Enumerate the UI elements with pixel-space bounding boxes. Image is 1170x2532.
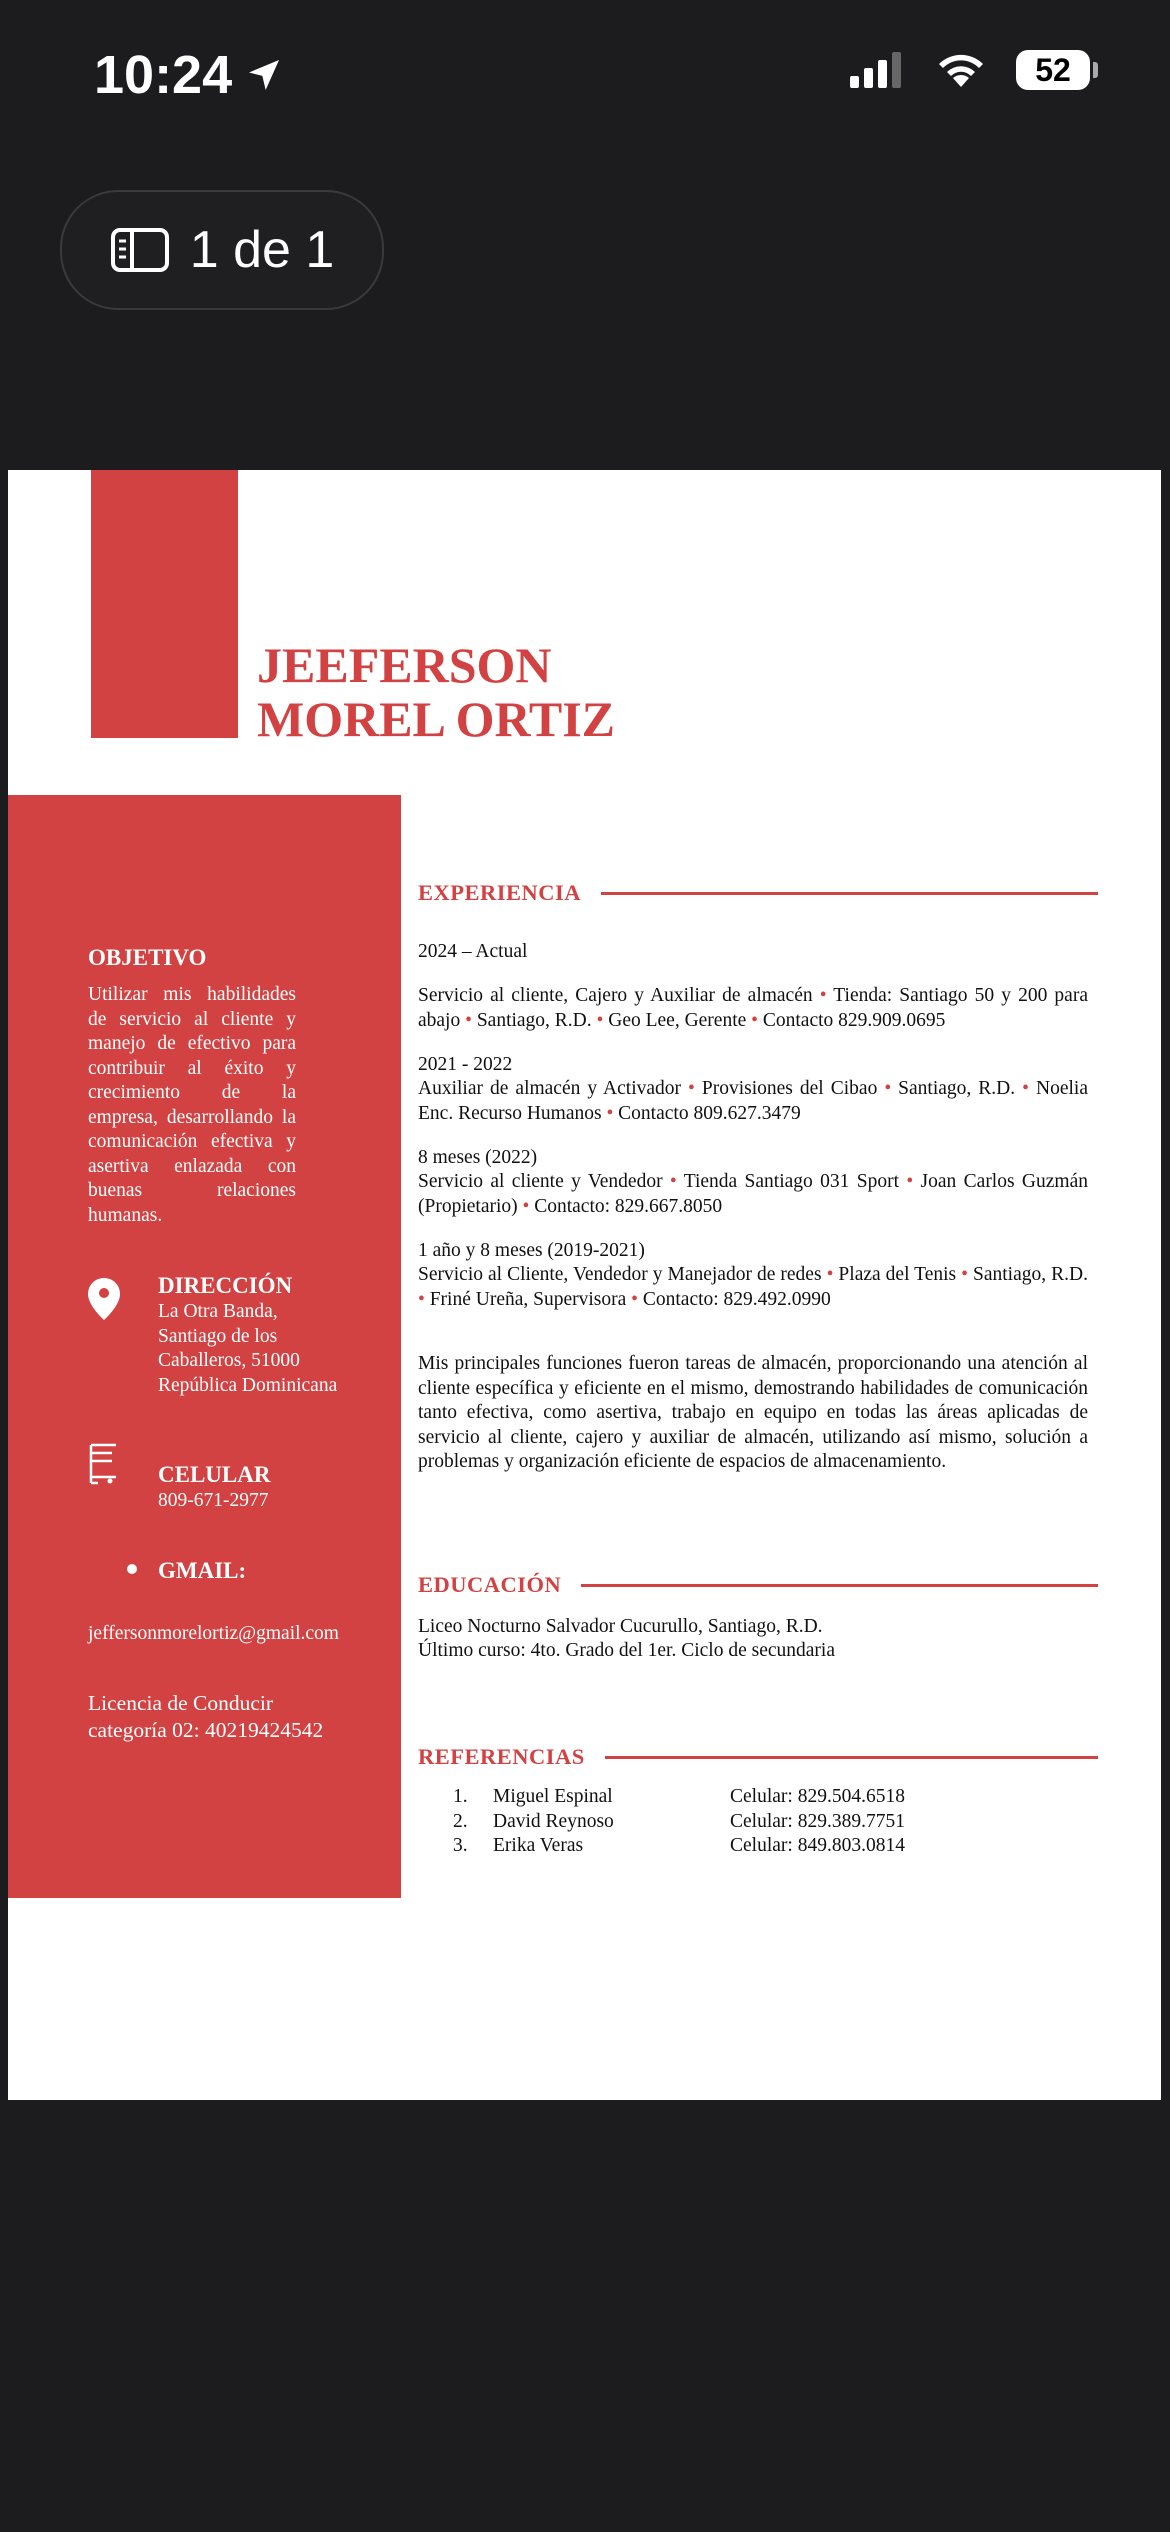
address-text: [158, 1300, 337, 1398]
experience-title: EXPERIENCIA: [418, 880, 582, 905]
location-arrow-icon: [244, 55, 284, 95]
bullet-separator: •: [1022, 1078, 1029, 1099]
name-line-1: JEEFERSON: [257, 637, 552, 693]
list-item: [453, 1834, 905, 1859]
experience-summary: Mis principales funciones fueron tareas de almacén, proporcionando una atención al cliente específica y eficiente en el mismo, demostrando habilidades de comunicación tanto efectiva, como asertiva, trabajo en equipo en todas las áreas aplicadas de servicio al cliente, cajero y auxiliar de almacén, utilizando así mismo, solución a problemas y organización eficiente de espacios de almacenamiento.: [418, 1353, 1088, 1472]
bullet-separator: •: [465, 1009, 472, 1031]
driver-license: [88, 1690, 358, 1744]
experience-text: Servicio al Cliente, Vendedor y Manejador de redes • Plaza del Tenis • Santiago, R.D. • Friné Ureña, Supervisora • Contacto: 829.492.0990: [418, 1264, 1088, 1310]
page-indicator-label: 1 de 1: [189, 221, 335, 279]
reference-number: 1.: [453, 1786, 468, 1807]
bullet-separator: •: [669, 1171, 677, 1192]
location-pin-icon: [88, 1278, 120, 1320]
reference-name: Erika Veras: [493, 1835, 584, 1856]
bullet-separator: •: [688, 1078, 695, 1099]
bullet-separator: •: [751, 1009, 758, 1031]
reference-phone: Celular: 849.803.0814: [730, 1835, 905, 1856]
page-indicator-button[interactable]: [60, 190, 384, 310]
bullet-icon: [126, 1563, 138, 1575]
education-school: Liceo Nocturno Salvador Cucurullo, Santiago, R.D.: [418, 1616, 823, 1637]
time-label: 10:24: [94, 45, 233, 105]
phone-number: 809-671-2977: [158, 1490, 269, 1511]
experience-period: 8 meses (2022): [418, 1147, 538, 1168]
experience-period: 1 año y 8 meses (2019-2021): [418, 1240, 645, 1261]
experience-header: [418, 880, 1098, 906]
experience-period: 2024 – Actual: [418, 941, 528, 962]
bullet-separator: •: [418, 1288, 425, 1310]
address-line: La Otra Banda,: [158, 1301, 278, 1322]
bullet-separator: •: [522, 1195, 530, 1217]
bullet-separator: •: [906, 1171, 914, 1192]
address-title: DIRECCIÓN: [158, 1273, 293, 1298]
reference-phone: Celular: 829.504.6518: [730, 1786, 905, 1807]
education-header: [418, 1572, 1098, 1598]
experience-text: Servicio al cliente, Cajero y Auxiliar de almacén • Tienda: Santiago 50 y 200 para abajo • Santiago, R.D. • Geo Lee, Gerente • Contacto 829.909.0695: [418, 985, 1088, 1031]
reference-name: David Reynoso: [493, 1810, 614, 1832]
objective-title: OBJETIVO: [88, 945, 207, 970]
wifi-icon: [936, 51, 986, 89]
phone-icon: [88, 1443, 120, 1485]
list-item: [453, 1810, 905, 1835]
bullet-separator: •: [826, 1264, 834, 1285]
list-item: [453, 1785, 905, 1810]
education-title: EDUCACIÓN: [418, 1572, 562, 1597]
resume-sidebar: [8, 795, 401, 1898]
experience-text: Auxiliar de almacén y Activador • Provisiones del Cibao • Santiago, R.D. • Noelia Enc. Recurso Humanos • Contacto 809.627.3479: [418, 1078, 1088, 1124]
bullet-separator: •: [631, 1288, 638, 1310]
email-title: GMAIL:: [158, 1558, 247, 1583]
reference-phone: Celular: 829.389.7751: [730, 1810, 905, 1832]
email-address: jeffersonmorelortiz@gmail.com: [88, 1623, 339, 1644]
references-list: [453, 1785, 905, 1859]
address-line: República Dominicana: [158, 1374, 338, 1396]
bullet-separator: •: [819, 985, 827, 1006]
license-line-1: Licencia de Conducir: [88, 1691, 274, 1715]
references-title: REFERENCIAS: [418, 1744, 585, 1769]
resume-document[interactable]: [8, 470, 1161, 2100]
bullet-separator: •: [961, 1264, 968, 1285]
bullet-separator: •: [884, 1078, 892, 1099]
education-grade: Último curso: 4to. Grado del 1er. Ciclo de secundaria: [418, 1640, 835, 1661]
section-divider: [605, 1756, 1098, 1759]
candidate-name: [257, 638, 615, 746]
reference-number: 2.: [453, 1810, 468, 1832]
license-line-2: categoría 02: 40219424542: [88, 1718, 324, 1742]
references-header: [418, 1744, 1098, 1770]
objective-text: Utilizar mis habilidades de servicio al cliente y manejo de efectivo para contribuir al éxito y crecimiento de la empresa, desarrollando la comunicación efectiva y asertiva enlazada con buenas relaciones humanas.: [88, 984, 296, 1226]
status-time: [94, 44, 284, 106]
reference-number: 3.: [453, 1835, 468, 1856]
reference-name: Miguel Espinal: [493, 1786, 613, 1807]
experience-text: Servicio al cliente y Vendedor • Tienda Santiago 031 Sport • Joan Carlos Guzmán (Propietario) • Contacto: 829.667.8050: [418, 1171, 1088, 1217]
signal-icon: [850, 52, 906, 88]
address-line: Santiago de los: [158, 1325, 278, 1347]
battery-level: 52: [1035, 51, 1071, 88]
header-accent-block: [91, 470, 238, 738]
section-divider: [601, 892, 1098, 895]
bullet-separator: •: [596, 1009, 604, 1031]
status-indicators: [850, 50, 1090, 90]
address-line: Caballeros, 51000: [158, 1350, 300, 1371]
battery-icon: [1016, 50, 1090, 90]
name-line-2: MOREL ORTIZ: [257, 691, 616, 747]
experience-period: 2021 - 2022: [418, 1054, 513, 1075]
section-divider: [581, 1584, 1098, 1587]
bullet-separator: •: [606, 1102, 614, 1124]
sidebar-icon: [110, 227, 170, 273]
phone-title: CELULAR: [158, 1462, 271, 1487]
